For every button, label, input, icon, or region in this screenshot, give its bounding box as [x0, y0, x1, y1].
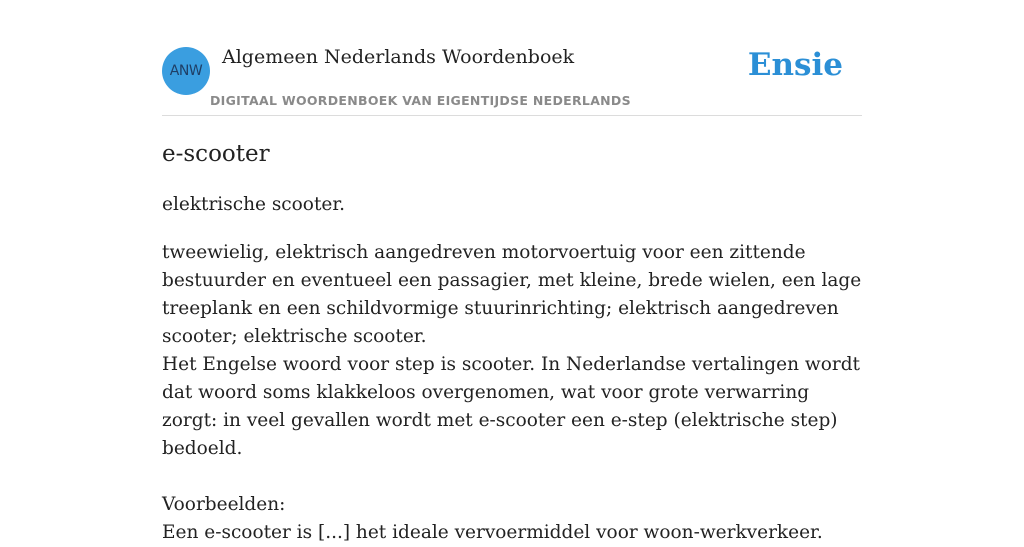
entry-headword: e-scooter	[162, 141, 270, 167]
ensie-brand-link[interactable]: Ensie	[747, 47, 843, 83]
site-subtitle: DIGITAAL WOORDENBOEK VAN EIGENTIJDSE NEDERLANDS	[210, 93, 631, 108]
examples-label: Voorbeelden:	[162, 494, 286, 515]
definition-text: tweewielig, elektrisch aangedreven motorvoertuig voor een zittende bestuurder en eventueel een passagier, met kleine, brede wielen, een lage treeplank en een schildvormige stuurinrichting; elektrisch aangedreven scooter; elektrische scooter.	[162, 242, 862, 347]
page	[162, 0, 862, 543]
anw-logo[interactable]	[162, 47, 210, 95]
entry-body	[162, 239, 862, 547]
spacer	[162, 463, 862, 491]
site-header	[162, 0, 862, 116]
example-sentence: Een e-scooter is [...] het ideale vervoermiddel voor woon-werkverkeer.	[162, 522, 823, 543]
usage-note: Het Engelse woord voor step is scooter. In Nederlandse vertalingen wordt dat woord soms klakkeloos overgenomen, wat voor grote verwarring zorgt: in veel gevallen wordt met e-scooter een e-step (elektrische step) bedoeld.	[162, 354, 860, 459]
short-definition: elektrische scooter.	[162, 194, 346, 215]
logo-text: ANW	[169, 63, 203, 79]
site-title[interactable]: Algemeen Nederlands Woordenboek	[222, 46, 575, 68]
